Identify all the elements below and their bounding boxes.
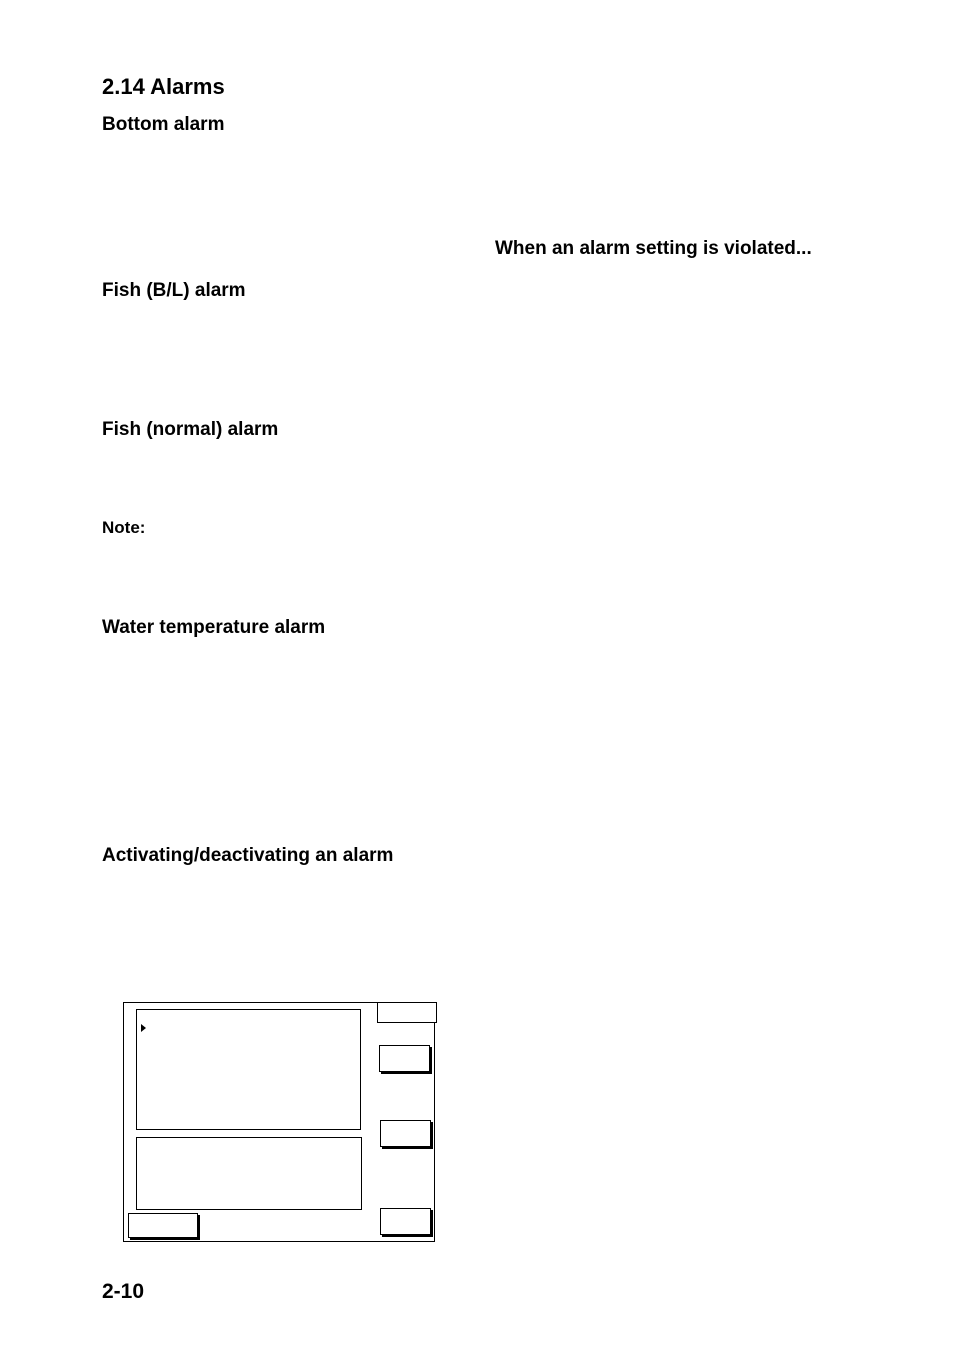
- section-title: 2.14 Alarms: [102, 74, 225, 99]
- heading-fish-bl-alarm: Fish (B/L) alarm: [102, 280, 246, 301]
- page-number: 2-10: [102, 1280, 145, 1303]
- heading-fish-normal-alarm: Fish (normal) alarm: [102, 419, 279, 440]
- menu-info-box: [136, 1137, 362, 1210]
- side-button-2: [380, 1120, 431, 1147]
- heading-bottom-alarm: Bottom alarm: [102, 114, 225, 135]
- side-button-3: [380, 1208, 431, 1235]
- menu-list-box: [136, 1009, 361, 1130]
- heading-when-violated: When an alarm setting is violated...: [495, 238, 812, 259]
- top-tab: [377, 1002, 437, 1023]
- side-button-1: [379, 1045, 430, 1072]
- note-label: Note:: [102, 518, 146, 537]
- heading-activating-alarm: Activating/deactivating an alarm: [102, 845, 394, 866]
- bottom-left-button: [128, 1213, 198, 1238]
- heading-water-temp-alarm: Water temperature alarm: [102, 617, 326, 638]
- alarm-menu-figure: [123, 1002, 435, 1242]
- cursor-arrow-icon: [141, 1024, 146, 1032]
